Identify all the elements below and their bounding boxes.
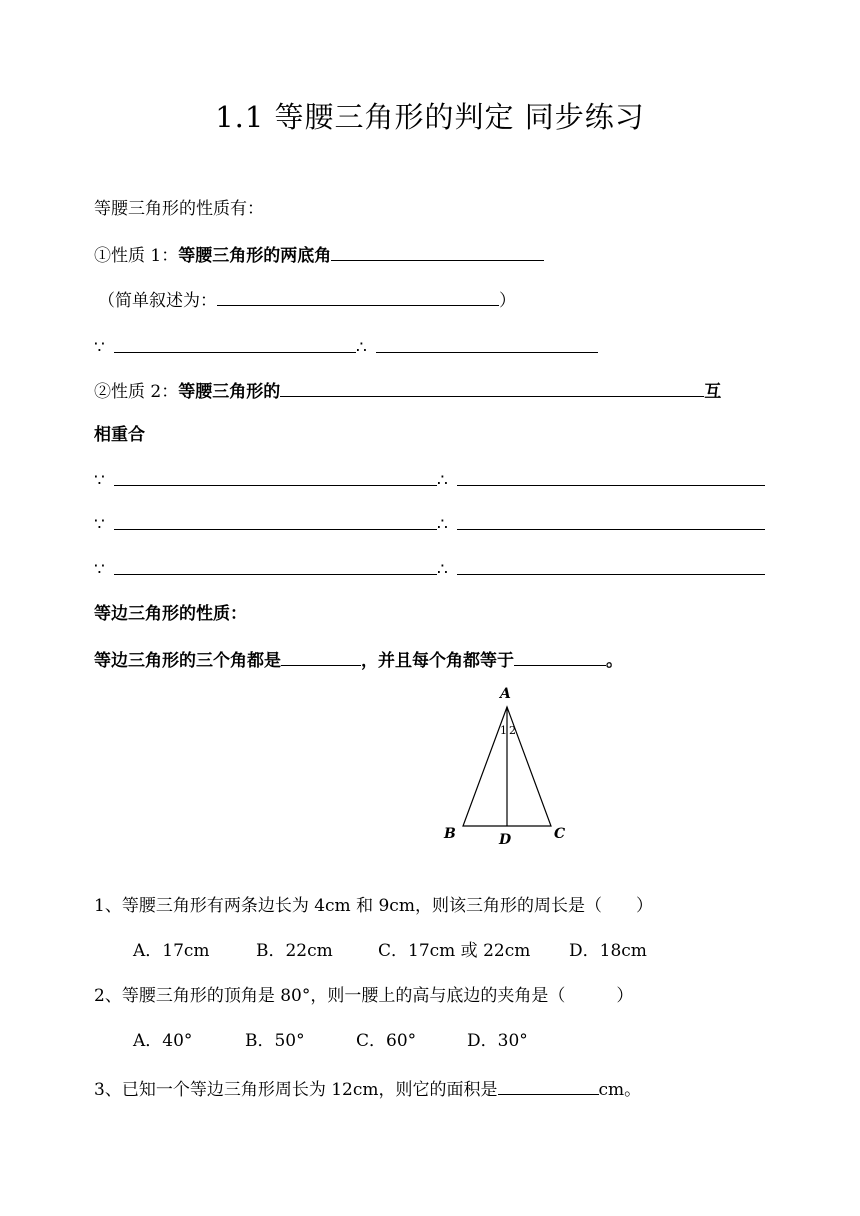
angle-mark-1: 1 <box>500 724 507 737</box>
property-1-blank[interactable] <box>331 242 544 261</box>
property-1-text: 等腰三角形的两底角 <box>178 246 332 266</box>
because-symbol: ∵ <box>94 515 105 535</box>
equilateral-part1: 等边三角形的三个角都是 <box>94 651 281 671</box>
therefore-blank[interactable] <box>457 467 765 486</box>
because-symbol: ∵ <box>94 471 105 491</box>
property-1-brief-line <box>98 287 516 313</box>
question-1-stem: 1、等腰三角形有两条边长为 4cm 和 9cm，则该三角形的周长是（ ） <box>94 896 653 916</box>
question-3-unit: cm。 <box>598 1080 642 1100</box>
equilateral-part2: ，并且每个角都等于 <box>361 651 514 671</box>
q2-option-a[interactable]: A．40° <box>133 1031 193 1051</box>
isosceles-triangle-figure <box>430 680 580 850</box>
property-2-prefix: ②性质 2： <box>94 382 179 402</box>
question-3-blank[interactable] <box>498 1076 599 1095</box>
because-blank[interactable] <box>114 556 437 575</box>
label-c: C <box>554 826 566 842</box>
property-2-reasoning-1 <box>94 467 765 493</box>
therefore-blank[interactable] <box>376 334 598 353</box>
property-2-line <box>94 378 721 404</box>
property-2-reasoning-2 <box>94 511 765 537</box>
angle-mark-2: 2 <box>509 724 516 737</box>
property-2-blank[interactable] <box>280 378 704 397</box>
property-2-reasoning-3 <box>94 556 765 582</box>
question-3-stem <box>94 1076 641 1102</box>
label-b: B <box>444 826 456 842</box>
equilateral-blank-2[interactable] <box>514 647 606 666</box>
question-1-options <box>133 939 647 963</box>
therefore-symbol: ∴ <box>356 338 367 358</box>
property-1-reasoning <box>94 334 598 360</box>
property-2-continuation: 相重合 <box>94 425 145 445</box>
therefore-symbol: ∴ <box>437 515 448 535</box>
q2-option-d[interactable]: D．30° <box>467 1031 528 1051</box>
therefore-blank[interactable] <box>457 556 765 575</box>
q2-option-b[interactable]: B．50° <box>245 1031 305 1051</box>
property-1-line <box>94 242 544 268</box>
equilateral-heading: 等边三角形的性质： <box>94 604 247 624</box>
label-a: A <box>500 686 511 702</box>
q1-option-d[interactable]: D．18cm <box>569 941 647 961</box>
property-2-end: 互 <box>704 382 722 402</box>
question-2-stem: 2、等腰三角形的顶角是 80°，则一腰上的高与底边的夹角是（ ） <box>94 986 634 1006</box>
because-blank[interactable] <box>114 511 437 530</box>
because-symbol: ∵ <box>94 560 105 580</box>
intro-text: 等腰三角形的性质有： <box>94 199 264 219</box>
brief-blank[interactable] <box>217 287 499 306</box>
label-d: D <box>499 832 512 848</box>
page-title: 1.1 等腰三角形的判定 同步练习 <box>215 100 645 134</box>
question-3-text: 3、已知一个等边三角形周长为 12cm，则它的面积是 <box>94 1080 498 1100</box>
because-blank[interactable] <box>114 467 437 486</box>
q1-option-b[interactable]: B．22cm <box>256 941 333 961</box>
therefore-symbol: ∴ <box>437 560 448 580</box>
q1-option-a[interactable]: A．17cm <box>133 941 210 961</box>
question-2-options <box>133 1029 528 1053</box>
equilateral-line <box>94 647 623 673</box>
therefore-symbol: ∴ <box>437 471 448 491</box>
brief-close: ） <box>499 291 516 311</box>
equilateral-blank-1[interactable] <box>281 647 361 666</box>
q2-option-c[interactable]: C．60° <box>356 1031 417 1051</box>
q1-option-c[interactable]: C．17cm 或 22cm <box>378 941 531 961</box>
property-2-text: 等腰三角形的 <box>178 382 281 402</box>
equilateral-part3: 。 <box>606 651 623 671</box>
brief-open: （简单叙述为： <box>98 291 217 311</box>
because-blank[interactable] <box>114 334 356 353</box>
property-1-prefix: ①性质 1： <box>94 246 179 266</box>
therefore-blank[interactable] <box>457 511 765 530</box>
because-symbol: ∵ <box>94 338 105 358</box>
